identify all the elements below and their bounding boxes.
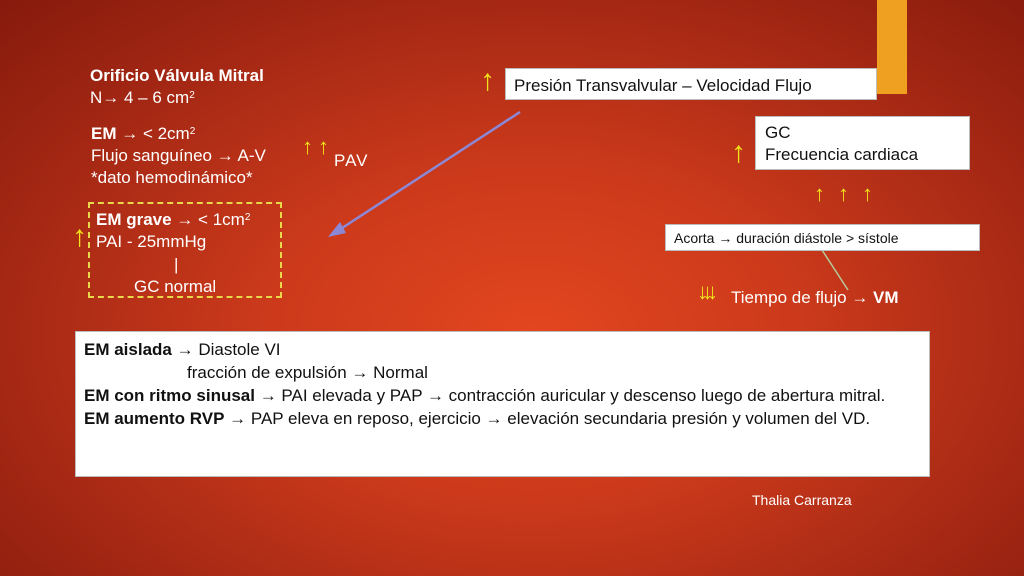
up-arrow-icon: ↑: [731, 136, 746, 169]
main-box: [75, 331, 930, 477]
em-line: EM → < $2cm^2$: [91, 124, 196, 143]
down-arrows-icon: ↓↓↓: [697, 279, 712, 304]
up-arrow-icon: ↑: [838, 181, 849, 206]
em-dato: *dato hemodinámico*: [91, 168, 253, 187]
pav-label: PAV: [334, 151, 369, 170]
transvalvular-arrow-line: [336, 112, 520, 232]
gc-box: [755, 116, 970, 170]
em-grave-box: [88, 202, 282, 298]
main-p1b: fracción de expulsión → Normal: [187, 363, 428, 382]
up-arrow-icon: ↑: [480, 64, 495, 97]
em-grave-pipe: |: [174, 255, 179, 274]
up-arrow-icon: ↑: [302, 134, 313, 159]
presion-box: Presión Transvalvular – Velocidad Flujo: [505, 68, 877, 100]
tiempo-line: Tiempo de flujo → VM: [731, 288, 899, 307]
author-footer: Thalia Carranza: [752, 492, 852, 508]
up-arrow-icon: ↑: [72, 220, 87, 253]
em-grave-gc: GC normal: [134, 277, 217, 296]
orificio-line: N→ 4 – 6 $cm^2$: [90, 88, 195, 107]
gc-line2: Frecuencia cardiaca: [765, 145, 919, 164]
em-flujo: Flujo sanguíneo → A-V: [91, 146, 266, 165]
acorta-box: Acorta → duración diástole > sístole: [665, 224, 980, 251]
main-p1: EM aislada → Diastole VI: [84, 340, 281, 359]
transvalvular-arrow-head: [328, 222, 346, 237]
gc-line1: GC: [765, 123, 791, 142]
up-arrow-icon: ↑: [814, 181, 825, 206]
up-arrow-icon: ↑: [862, 181, 873, 206]
orificio-title: Orificio Válvula Mitral: [90, 66, 264, 85]
main-p2: EM con ritmo sinusal → PAI elevada y PAP → contracción auricular y descenso luego de abertura mitral.: [84, 386, 886, 405]
main-p3: EM aumento RVP → PAP eleva en reposo, ejercicio → elevación secundaria presión y volumen del VD.: [84, 409, 871, 428]
acorta-connector: [822, 250, 848, 290]
em-grave-line: EM grave → < $1cm^2$: [96, 210, 251, 229]
em-grave-pai: PAI - 25mmHg: [96, 232, 207, 251]
up-arrow-icon: ↑: [318, 134, 329, 159]
